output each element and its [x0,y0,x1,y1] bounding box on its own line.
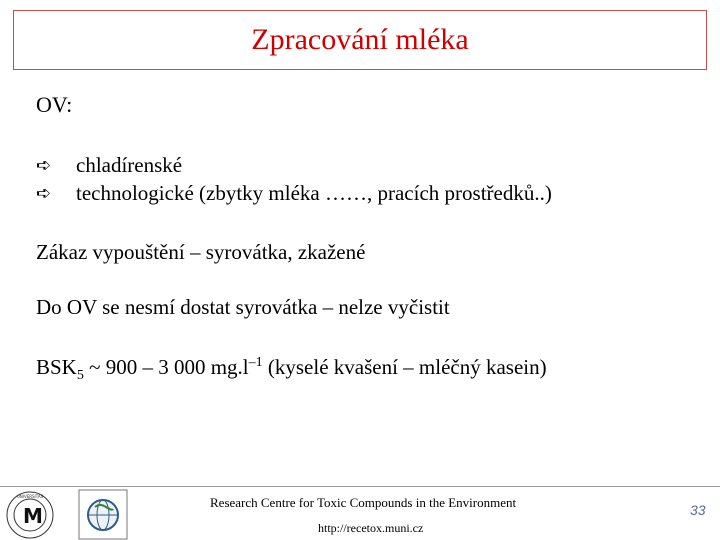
slide-title: Zpracování mléka [251,23,469,56]
bullet-item [36,153,182,178]
whey-line: Do OV se nesmí dostat syrovátka – nelze vyčistit [36,295,450,319]
page-number: 33 [690,502,706,518]
bsk-line [36,355,547,384]
bsk-middle: ~ 900 – 3 000 mg.l [83,355,249,379]
muni-university-logo [4,490,56,540]
bullet-text: technologické (zbytky mléka ……, pracích prostředků..) [76,181,552,205]
svg-text:UNIVERSITAS: UNIVERSITAS [16,494,44,499]
recetox-globe-logo [78,489,128,540]
footer-institute: Research Centre for Toxic Compounds in the Environment [210,495,517,510]
arrow-bullet-icon: ➪ [36,155,52,176]
footer-divider [0,486,720,487]
title-box [13,10,707,70]
bsk-prefix: BSK [36,355,77,379]
bsk-suffix: (kyselé kvašení – mléčný kasein) [262,355,547,379]
discharge-ban-line: Zákaz vypouštění – syrovátka, zkažené [36,240,366,264]
bullet-item [36,181,552,206]
bsk-superscript: –1 [248,355,263,370]
ov-label: OV: [36,92,73,117]
svg-text:M: M [23,504,43,528]
arrow-bullet-icon: ➪ [36,183,52,204]
bsk-subscript: 5 [76,368,84,384]
footer-url-link[interactable]: http://recetox.muni.cz [318,521,424,535]
bullet-text: chladírenské [76,153,183,177]
